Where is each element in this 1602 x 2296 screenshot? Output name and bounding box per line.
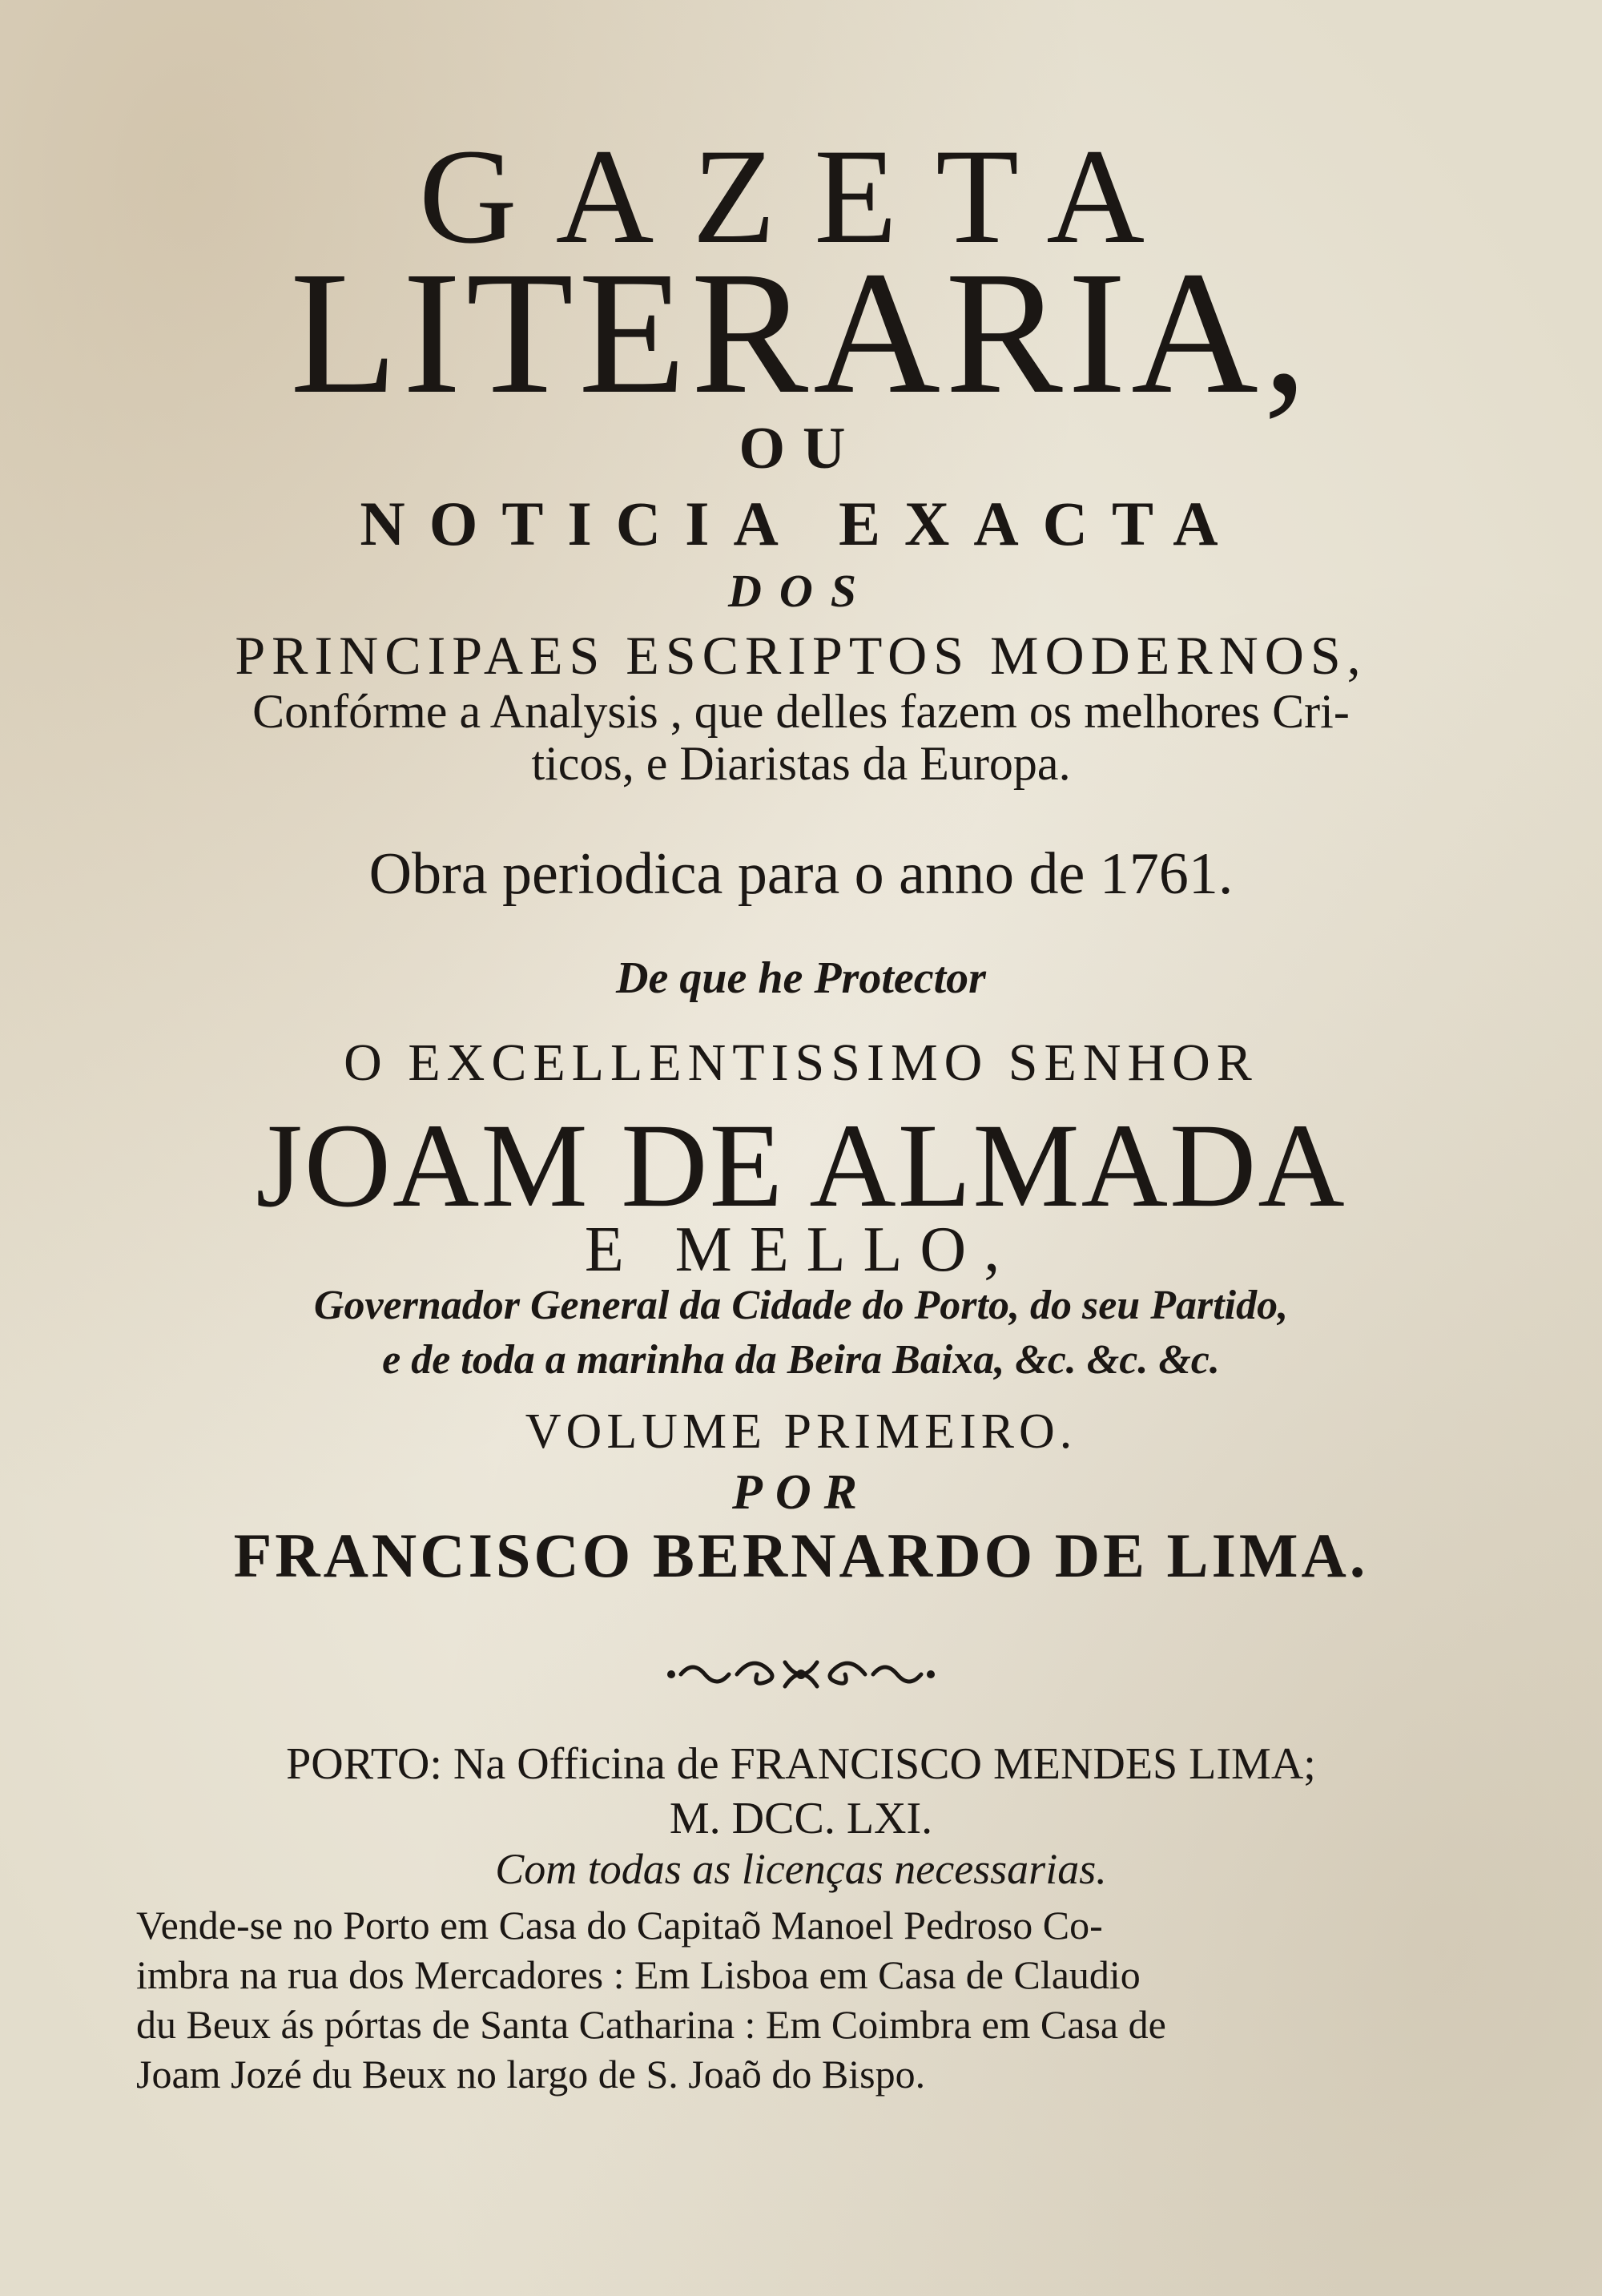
sale-line-2: imbra na rua dos Mercadores : Em Lisboa em Casa de Claudio <box>136 1952 1141 1997</box>
title-literaria: LITERARIA, <box>290 235 1312 430</box>
protector-title-1: Governador General da Cidade do Porto, do seu Partido, <box>313 1283 1289 1328</box>
title-ou: OU <box>739 416 863 481</box>
by-label: POR <box>732 1465 870 1520</box>
imprint-licenses: Com todas as licenças necessarias. <box>495 1845 1107 1893</box>
protector-intro: De que he Protector <box>616 953 986 1003</box>
description-line-2: ticos, e Diaristas da Europa. <box>531 737 1071 790</box>
sale-line-3: du Beux ás pórtas de Santa Catharina : Em Coimbra em Casa de <box>136 2002 1166 2047</box>
protector-title-2: e de toda a marinha da Beira Baixa, &c. &c. &c. <box>382 1337 1220 1383</box>
protector-name: JOAM DE ALMADA <box>256 1099 1346 1232</box>
imprint-printer: PORTO: Na Officina de FRANCISCO MENDES LIMA; <box>286 1739 1316 1789</box>
imprint-date: M. DCC. LXI. <box>669 1794 933 1843</box>
subtitle-principaes: PRINCIPAES ESCRIPTOS MODERNOS, <box>235 625 1367 686</box>
protector-surname: E MELLO, <box>584 1214 1018 1285</box>
description-line-1: Confórme a Analysis , que delles fazem os melhores Cri- <box>252 685 1350 738</box>
sale-line-4: Joam Jozé du Beux no largo de S. Joaõ do Bispo. <box>136 2052 926 2097</box>
subtitle-dos: DOS <box>727 565 875 617</box>
printer-ornament-icon <box>665 1646 937 1702</box>
subtitle-noticia: NOTICIA EXACTA <box>360 489 1242 558</box>
author-name: FRANCISCO BERNARDO DE LIMA. <box>233 1521 1369 1590</box>
title-gazeta: GAZETA <box>418 121 1184 272</box>
sale-line-1: Vende-se no Porto em Casa do Capitaõ Manoel Pedroso Co- <box>136 1903 1103 1948</box>
volume-label: VOLUME PRIMEIRO. <box>525 1404 1077 1459</box>
periodical-year: Obra periodica para o anno de 1761. <box>368 841 1234 907</box>
protector-honorific: O EXCELLENTISSIMO SENHOR <box>344 1033 1258 1092</box>
